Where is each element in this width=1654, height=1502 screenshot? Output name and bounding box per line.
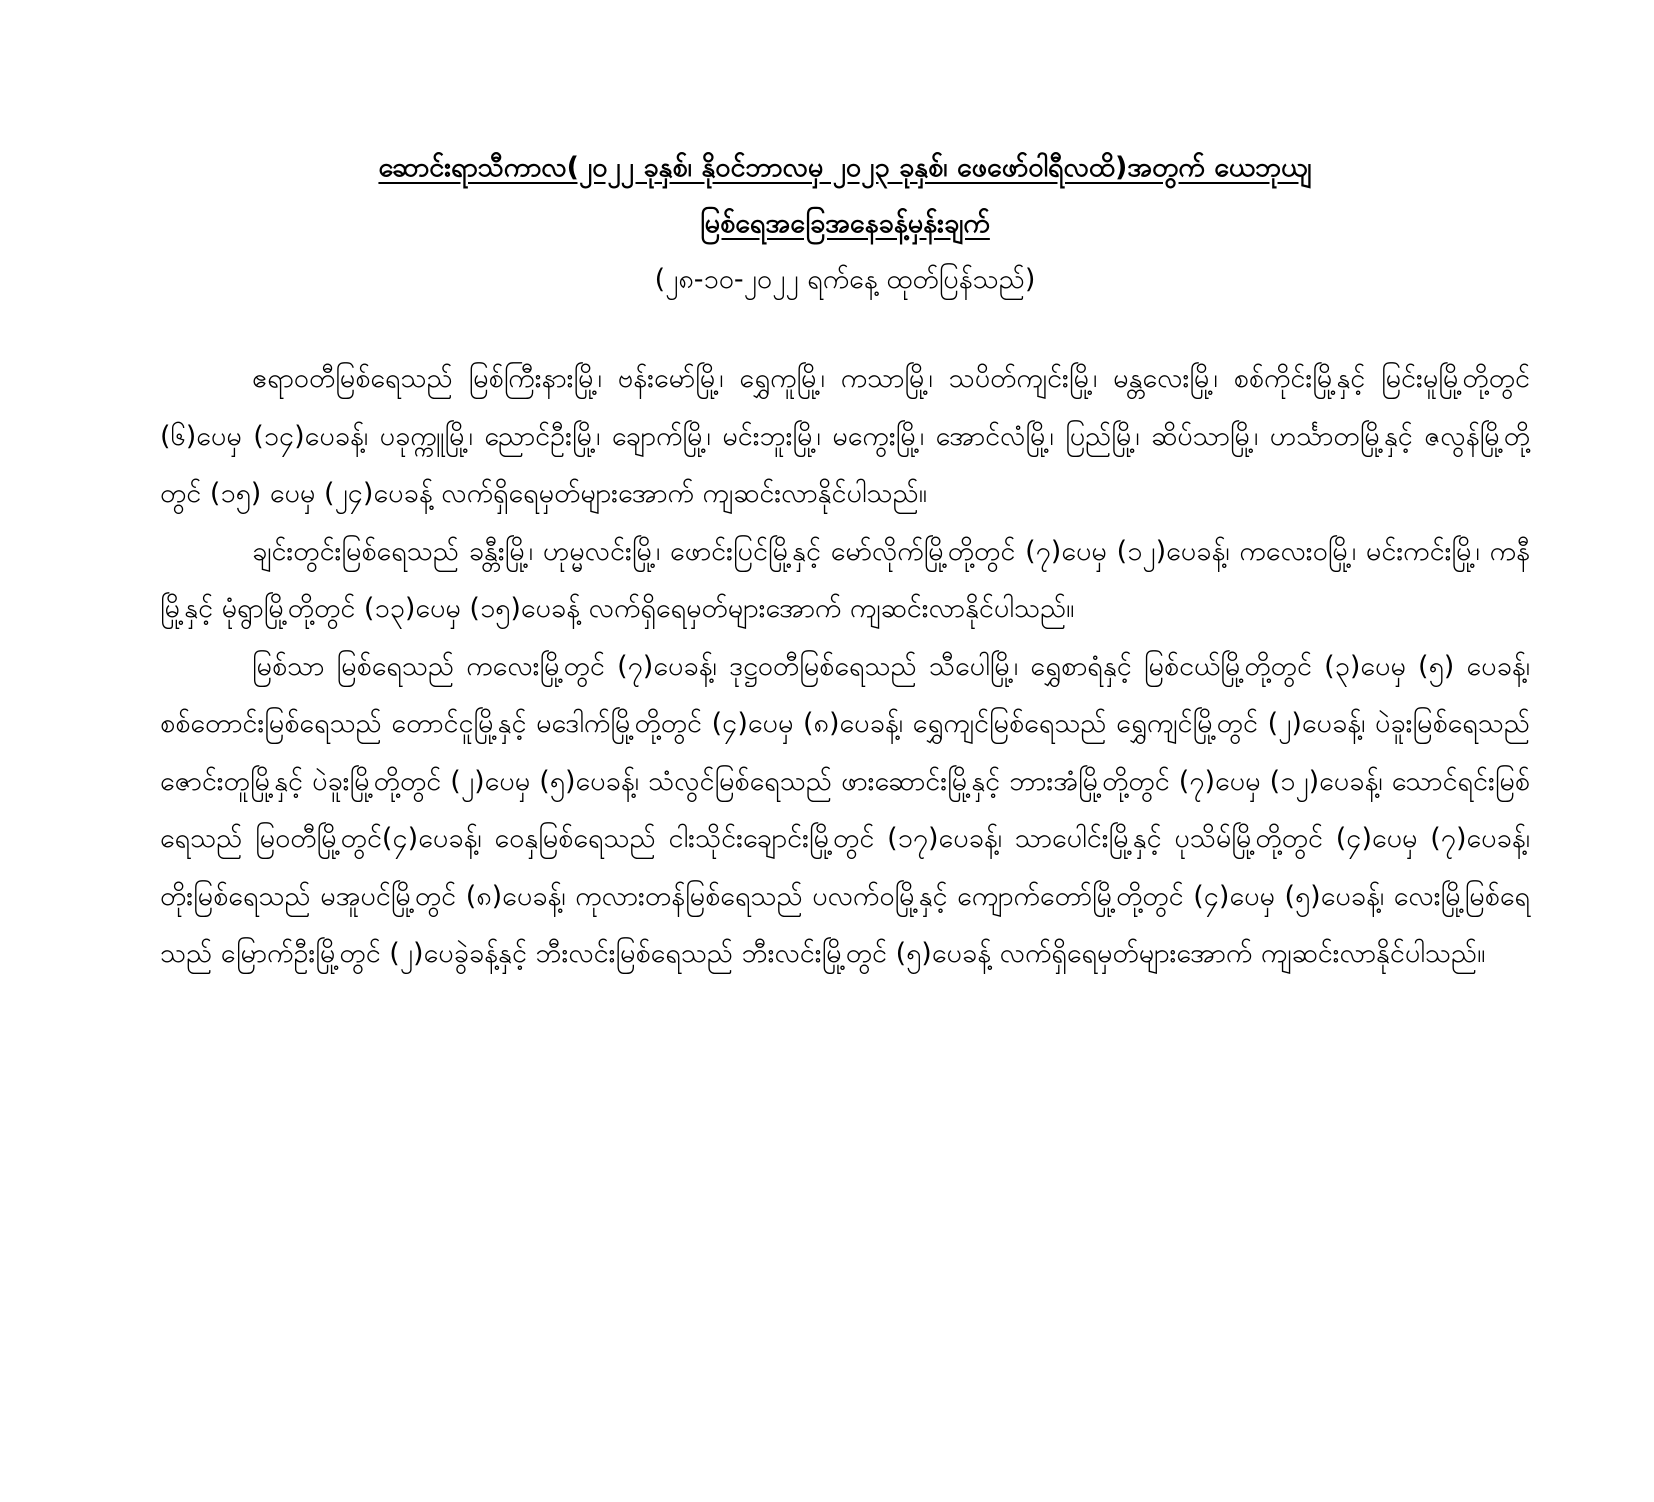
paragraph-irrawaddy: ဧရာဝတီမြစ်ရေသည် မြစ်ကြီးနားမြို့၊ ဗန်းမော်မြို့၊ ရွှေကူမြို့၊ ကသာမြို့၊ သပိတ်ကျင်းမြို့၊ မန္တလေးမြို့၊ စစ်ကိုင်းမြို့နှင့် မြင်းမူမြို့တို့တွင် (၆)ပေမှ (၁၄)ပေခန့်၊ ပခုက္ကူမြို့၊ ညောင်ဦးမြို့၊ ချောက်မြို့၊ မင်းဘူးမြို့၊ မကွေးမြို့၊ အောင်လံမြို့၊ ပြည်မြို့၊ ဆိပ်သာမြို့၊ ဟင်္သာတမြို့နှင့် ဇလွန်မြို့တို့တွင် (၁၅) ပေမှ (၂၄)ပေခန့် လက်ရှိရေမှတ်များအောက် ကျဆင်းလာနိုင်ပါသည်။ [160, 363, 1530, 509]
document-title-line-2: မြစ်ရေအခြေအနေခန့်မှန်းချက် [700, 208, 990, 239]
document-body [160, 350, 1530, 983]
document-title-line-1: ဆောင်းရာသီကာလ(၂၀၂၂ ခုနှစ်၊ နိုဝင်ဘာလမှ ၂၀၂၃ ခုနှစ်၊ ဖေဖော်ဝါရီလထိ)အတွက် ယေဘုယျ [378, 152, 1312, 183]
release-date: (၂၈-၁၀-၂၀၂၂ ရက်နေ့ ထုတ်ပြန်သည်) [654, 264, 1036, 295]
paragraph-other-rivers: မြစ်သာ မြစ်ရေသည် ကလေးမြို့တွင် (၇)ပေခန့်၊ ဒုဋ္ဌဝတီမြစ်ရေသည် သီပေါမြို့၊ ရွှေစာရံနှင့် မြစ်ငယ်မြို့တို့တွင် (၃)ပေမှ (၅) ပေခန့်၊ စစ်တောင်းမြစ်ရေသည် တောင်ငူမြို့နှင့် မဒေါက်မြို့တို့တွင် (၄)ပေမှ (၈)ပေခန့်၊ ရွှေကျင်မြစ်ရေသည် ရွှေကျင်မြို့တွင် (၂)ပေခန့်၊ ပဲခူးမြစ်ရေသည် ဇောင်းတူမြို့နှင့် ပဲခူးမြို့တို့တွင် (၂)ပေမှ (၅)ပေခန့်၊ သံလွင်မြစ်ရေသည် ဖားဆောင်းမြို့နှင့် ဘားအံမြို့တို့တွင် (၇)ပေမှ (၁၂)ပေခန့်၊ သောင်ရင်းမြစ်ရေသည် မြဝတီမြို့တွင်(၄)ပေခန့်၊ ဝေနှမြစ်ရေသည် ငါးသိုင်းချောင်းမြို့တွင် (၁၇)ပေခန့်၊ သာပေါင်းမြို့နှင့် ပုသိမ်မြို့တို့တွင် (၄)ပေမှ (၇)ပေခန့်၊ တိုးမြစ်ရေသည် မအူပင်မြို့တွင် (၈)ပေခန့်၊ ကုလားတန်မြစ်ရေသည် ပလက်ဝမြို့နှင့် ကျောက်တော်မြို့တို့တွင် (၄)ပေမှ (၅)ပေခန့်၊ လေးမြို့မြစ်ရေသည် မြောက်ဦးမြို့တွင် (၂)ပေခွဲခန့်နှင့် ဘီးလင်းမြစ်ရေသည် ဘီးလင်းမြို့တွင် (၅)ပေခန့် လက်ရှိရေမှတ်များအောက် ကျဆင်းလာနိုင်ပါသည်။ [160, 650, 1530, 969]
paragraph-chindwin: ချင်းတွင်းမြစ်ရေသည် ခန္တီးမြို့၊ ဟုမ္မလင်းမြို့၊ ဖောင်းပြင်မြို့နှင့် မော်လိုက်မြို့တို့တွင် (၇)ပေမှ (၁၂)ပေခန့်၊ ကလေးဝမြို့၊ မင်းကင်းမြို့၊ ကနီမြို့နှင့် မုံရွာမြို့တို့တွင် (၁၃)ပေမှ (၁၅)ပေခန့် လက်ရှိရေမှတ်များအောက် ကျဆင်းလာနိုင်ပါသည်။ [160, 535, 1530, 624]
document-page [160, 140, 1530, 1440]
title-block [160, 140, 1530, 308]
